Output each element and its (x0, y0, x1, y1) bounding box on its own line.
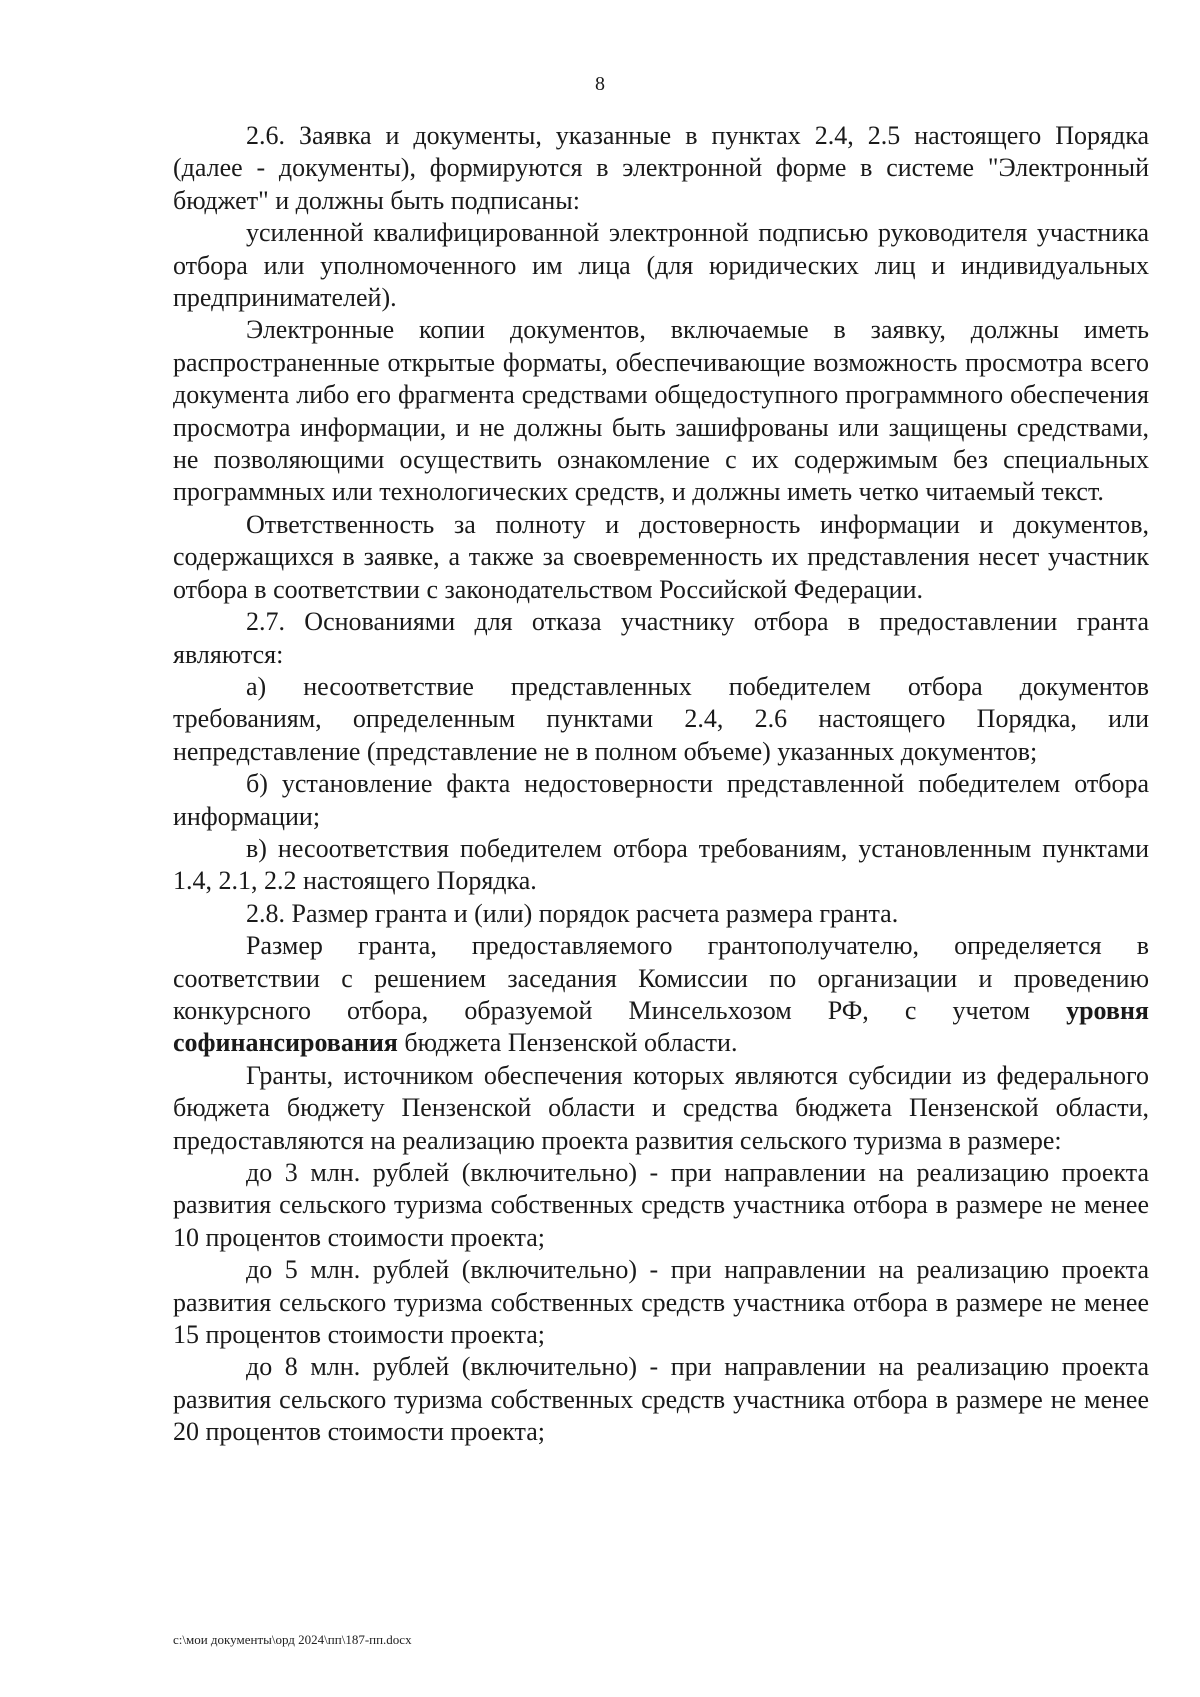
footer-file-path: c:\мои документы\орд 2024\пп\187-пп.docx (173, 1632, 412, 1647)
paragraph-2-8: 2.8. Размер гранта и (или) порядок расчета размера гранта. (246, 898, 899, 928)
paragraph-up-to-8-mln: до 8 млн. рублей (включительно) - при направлении на реализацию проекта развития сельского туризма собственных средств участника отбора в размере не менее 20 процентов стоимости проекта; (173, 1352, 1149, 1447)
page-number: 8 (595, 73, 605, 95)
paragraph-2-7: 2.7. Основаниями для отказа участнику отбора в предоставлении гранта являются: (173, 607, 1149, 669)
document-body (173, 120, 1149, 1449)
paragraph-signature: усиленной квалифицированной электронной подписью руководителя участника отбора или уполномоченного им лица (для юридических лиц и индивидуальных предпринимателей). (173, 218, 1149, 313)
grant-size-bold-text: уровня софинансирования (173, 995, 1149, 1058)
paragraph-grants-sources: Гранты, источником обеспечения которых являются субсидии из федерального бюджета бюджету Пензенской области и средства бюджета Пензенской области, предоставляются на реализацию проекта развития сельского туризма в размере: (173, 1060, 1149, 1155)
paragraph-responsibility: Ответственность за полноту и достоверность информации и документов, содержащихся в заявке, а также за своевременность их представления несет участник отбора в соответствии с законодательством Российской Федерации. (173, 509, 1149, 604)
paragraph-grant-size (173, 930, 1149, 1060)
paragraph-item-v: в) несоответствия победителем отбора требованиям, установленным пунктами 1.4, 2.1, 2.2 настоящего Порядка. (173, 833, 1149, 896)
paragraph-up-to-3-mln: до 3 млн. рублей (включительно) - при направлении на реализацию проекта развития сельского туризма собственных средств участника отбора в размере не менее 10 процентов стоимости проекта; (173, 1158, 1149, 1252)
paragraph-item-a: а) несоответствие представленных победителем отбора документов требованиям, определенным пунктами 2.4, 2.6 настоящего Порядка, или непредставление (представление не в полном объеме) указанных документов; (173, 671, 1149, 766)
paragraph-item-b: б) установление факта недостоверности представленной победителем отбора информации; (173, 769, 1149, 831)
grant-size-text: Размер гранта, предоставляемого грантополучателю, определяется в соответствии с решением заседания Комиссии по организации и проведению конкурсного отбора, образуемой Минсельхозом РФ, с учетом (173, 931, 1149, 1025)
paragraph-up-to-5-mln: до 5 млн. рублей (включительно) - при направлении на реализацию проекта развития сельского туризма собственных средств участника отбора в размере не менее 15 процентов стоимости проекта; (173, 1255, 1149, 1350)
grant-size-text-end: бюджета Пензенской области. (397, 1028, 738, 1058)
paragraph-2-6: 2.6. Заявка и документы, указанные в пунктах 2.4, 2.5 настоящего Порядка (далее - документы), формируются в электронной форме в системе "Электронный бюджет" и должны быть подписаны: (173, 121, 1149, 215)
paragraph-electronic-copies: Электронные копии документов, включаемые в заявку, должны иметь распространенные открытые форматы, обеспечивающие возможность просмотра всего документа либо его фрагмента средствами общедоступного программного обеспечения просмотра информации, и не должны быть зашифрованы или защищены средствами, не позволяющими осуществить ознакомление с их содержимым без специальных программных или технологических средств, и должны иметь четко читаемый текст. (173, 315, 1149, 507)
